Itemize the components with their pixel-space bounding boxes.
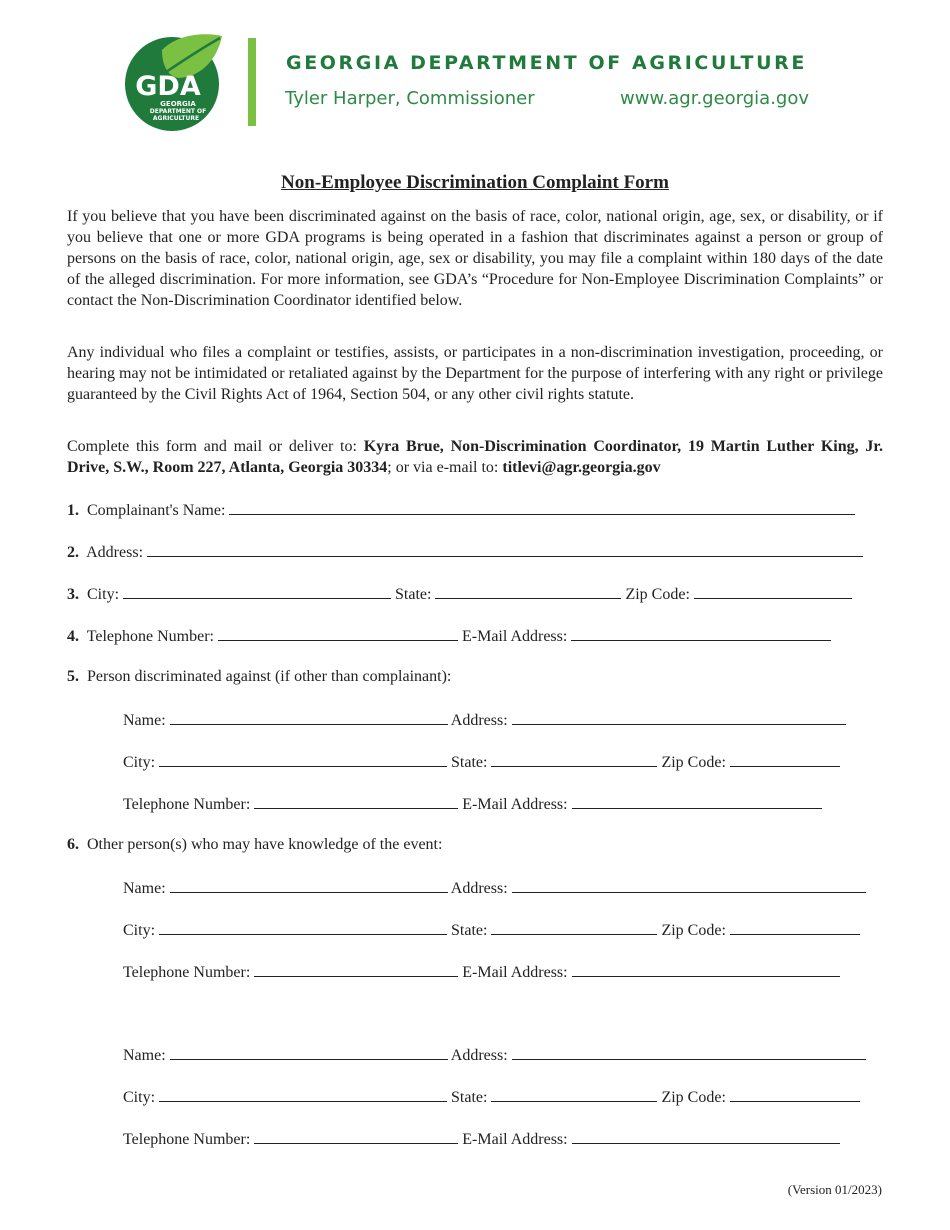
email-label: E-Mail Address: xyxy=(462,1131,568,1148)
question-4 xyxy=(67,626,831,646)
q5-name-row xyxy=(123,710,846,730)
state-field[interactable] xyxy=(491,920,657,935)
logo-text: GDA xyxy=(135,71,201,102)
name-field[interactable] xyxy=(170,878,448,893)
state-label: State: xyxy=(451,922,488,939)
address-label: Address: xyxy=(450,880,508,897)
city-label: City: xyxy=(123,922,156,939)
state-label: State: xyxy=(451,754,488,771)
q5-label: Person discriminated against (if other than complainant): xyxy=(87,668,452,685)
state-label: State: xyxy=(451,1089,488,1106)
q5-city-row xyxy=(123,752,840,772)
telephone-label: Telephone Number: xyxy=(123,796,251,813)
telephone-field[interactable] xyxy=(254,962,458,977)
address-label: Address: xyxy=(450,1047,508,1064)
submission-paragraph xyxy=(67,436,883,478)
city-field[interactable] xyxy=(159,920,447,935)
q3-number: 3. xyxy=(67,586,79,603)
submission-intro: Complete this form and mail or deliver to: xyxy=(67,438,364,455)
q1-number: 1. xyxy=(67,502,79,519)
email-label: E-Mail Address: xyxy=(462,796,568,813)
question-1 xyxy=(67,500,855,520)
city-label: City: xyxy=(123,1089,156,1106)
telephone-label: Telephone Number: xyxy=(86,628,214,645)
address-label: Address: xyxy=(450,712,508,729)
commissioner-name: Tyler Harper, Commissioner xyxy=(285,88,535,109)
q2-number: 2. xyxy=(67,544,79,561)
city-field[interactable] xyxy=(159,752,447,767)
telephone-label: Telephone Number: xyxy=(123,964,251,981)
submission-mid: ; or via e-mail to: xyxy=(387,459,503,476)
telephone-field[interactable] xyxy=(254,1129,458,1144)
gda-logo xyxy=(122,32,224,132)
question-2 xyxy=(67,542,863,562)
logo-subtext-3: AGRICULTURE xyxy=(152,115,200,122)
q5-phone-row xyxy=(123,794,822,814)
logo-subtext-2: DEPARTMENT OF xyxy=(149,108,207,115)
zip-label: Zip Code: xyxy=(661,754,726,771)
email-label: E-Mail Address: xyxy=(462,628,568,645)
city-field[interactable] xyxy=(159,1087,447,1102)
q6-label: Other person(s) who may have knowledge of the event: xyxy=(87,836,443,853)
question-6 xyxy=(67,836,442,854)
address-field[interactable] xyxy=(512,710,846,725)
header-divider xyxy=(248,38,256,126)
coordinator-email[interactable]: titlevi@agr.georgia.gov xyxy=(502,459,661,476)
org-name: GEORGIA DEPARTMENT OF AGRICULTURE xyxy=(286,52,807,74)
q6-name-row-1 xyxy=(123,878,866,898)
state-field[interactable] xyxy=(435,584,621,599)
telephone-label: Telephone Number: xyxy=(123,1131,251,1148)
name-field[interactable] xyxy=(170,1045,448,1060)
q4-number: 4. xyxy=(67,628,79,645)
logo-subtext-1: GEORGIA xyxy=(160,100,196,108)
q5-number: 5. xyxy=(67,668,79,685)
letterhead xyxy=(0,0,950,140)
address-field[interactable] xyxy=(147,542,863,557)
city-label: City: xyxy=(123,754,156,771)
version-label: (Version 01/2023) xyxy=(787,1182,882,1197)
complainant-name-field[interactable] xyxy=(229,500,855,515)
email-field[interactable] xyxy=(571,626,831,641)
question-3 xyxy=(67,584,852,604)
email-field[interactable] xyxy=(572,1129,840,1144)
q6-phone-row-1 xyxy=(123,962,840,982)
email-label: E-Mail Address: xyxy=(462,964,568,981)
address-field[interactable] xyxy=(512,878,866,893)
q6-city-row-2 xyxy=(123,1087,860,1107)
name-label: Name: xyxy=(123,880,166,897)
intro-paragraph: If you believe that you have been discriminated against on the basis of race, color, national origin, age, sex, or disability, or if you believe that one or more GDA programs is being operated in a fashion that discriminates against a person or group of persons on the basis of race, color, national origin, age, sex or disability, you may file a complaint within 180 days of the date of the alleged discrimination. For more information, see GDA’s “Procedure for Non-Employee Discrimination Complaints” or contact the Non-Discrimination Coordinator identified below. xyxy=(67,208,883,309)
state-field[interactable] xyxy=(491,1087,657,1102)
name-field[interactable] xyxy=(170,710,448,725)
name-label: Name: xyxy=(123,1047,166,1064)
zip-label: Zip Code: xyxy=(661,1089,726,1106)
q6-name-row-2 xyxy=(123,1045,866,1065)
q6-phone-row-2 xyxy=(123,1129,840,1149)
telephone-field[interactable] xyxy=(218,626,458,641)
question-5 xyxy=(67,668,451,686)
city-field[interactable] xyxy=(123,584,391,599)
address-label: Address: xyxy=(86,544,144,561)
q6-number: 6. xyxy=(67,836,79,853)
address-field[interactable] xyxy=(512,1045,866,1060)
zip-field[interactable] xyxy=(730,1087,860,1102)
city-label: City: xyxy=(87,586,120,603)
name-label: Name: xyxy=(123,712,166,729)
retaliation-paragraph: Any individual who files a complaint or testifies, assists, or participates in a non-discrimination investigation, proceeding, or hearing may not be intimidated or retaliated against by the Department for the purpose of interfering with any right or privilege guaranteed by the Civil Rights Act of 1964, Section 504, or any other civil rights statute. xyxy=(67,344,883,403)
zip-field[interactable] xyxy=(730,920,860,935)
form-title: Non-Employee Discrimination Complaint Form xyxy=(281,172,669,193)
email-field[interactable] xyxy=(572,962,840,977)
zip-label: Zip Code: xyxy=(661,922,726,939)
q6-city-row-1 xyxy=(123,920,860,940)
coordinator-address: Kyra Brue, Non-Discrimination Coordinator, 19 Martin Luther King, Jr. Drive, S.W., Room 227, Atlanta, Georgia 30334 xyxy=(67,438,884,476)
state-field[interactable] xyxy=(491,752,657,767)
email-field[interactable] xyxy=(572,794,822,809)
zip-field[interactable] xyxy=(694,584,852,599)
state-label: State: xyxy=(395,586,432,603)
complainant-name-label: Complainant's Name: xyxy=(87,502,226,519)
telephone-field[interactable] xyxy=(254,794,458,809)
zip-field[interactable] xyxy=(730,752,840,767)
zip-label: Zip Code: xyxy=(625,586,690,603)
website-link[interactable]: www.agr.georgia.gov xyxy=(620,88,810,109)
